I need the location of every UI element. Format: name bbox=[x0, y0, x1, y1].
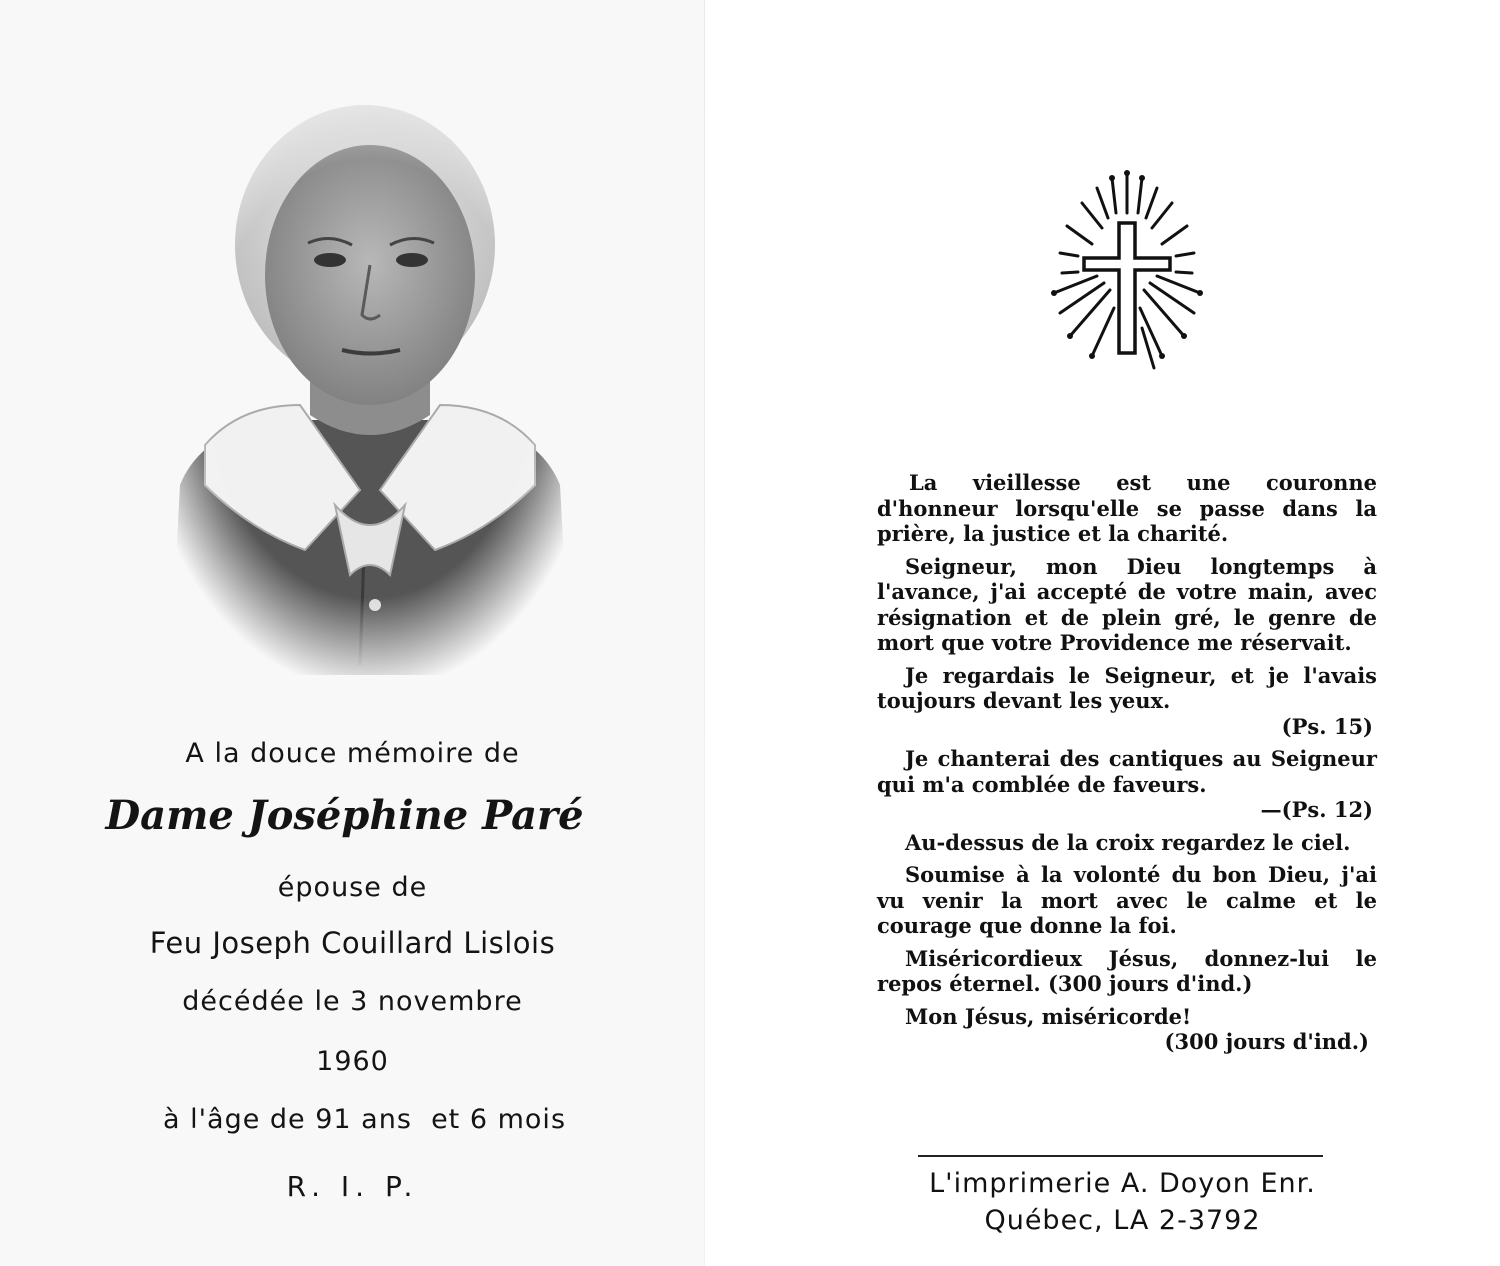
prayer-text-block bbox=[877, 470, 1377, 1055]
prayer-paragraph: La vieillesse est une couronne d'honneur lorsqu'elle se passe dans la prière, la justice et la charité. bbox=[877, 470, 1377, 546]
printer-name: L'imprimerie A. Doyon Enr. bbox=[929, 1168, 1316, 1199]
deceased-name: Dame Joséphine Paré bbox=[105, 792, 584, 839]
death-date: décédée le 3 novembre bbox=[182, 986, 523, 1017]
prayer-paragraph: Seigneur, mon Dieu longtemps à l'avance, j'ai accepté de votre main, avec résignation et de plein gré, le genre de mort que votre Providence me réservait. bbox=[877, 553, 1377, 655]
psalm-reference: (Ps. 15) bbox=[1281, 713, 1373, 739]
indulgence-note: (300 jours d'ind.) bbox=[1164, 1029, 1369, 1054]
prayer-paragraph: Mon Jésus, miséricorde! bbox=[905, 1003, 1192, 1029]
prayer-paragraph: Soumise à la volonté du bon Dieu, j'ai vu venir la mort avec le calme et le courage que donne la foi. bbox=[877, 862, 1377, 938]
memorial-left-panel bbox=[0, 0, 705, 1266]
death-year: 1960 bbox=[316, 1046, 389, 1077]
psalm-reference: —(Ps. 12) bbox=[1260, 797, 1373, 822]
prayer-paragraph: Je chanterai des cantiques au Seigneur qui m'a comblée de faveurs. bbox=[877, 746, 1377, 797]
printer-separator-line bbox=[918, 1155, 1323, 1157]
prayer-paragraph: Je regardais le Seigneur, et je l'avais toujours devant les yeux. bbox=[877, 662, 1377, 713]
prayer-paragraph: Miséricordieux Jésus, donnez-lui le repos éternel. (300 jours d'ind.) bbox=[877, 945, 1377, 996]
age-at-death: à l'âge de 91 ans et 6 mois bbox=[162, 1104, 567, 1135]
spouse-name: Feu Joseph Couillard Lislois bbox=[149, 926, 556, 960]
printer-address: Québec, LA 2-3792 bbox=[984, 1205, 1261, 1236]
spouse-label: épouse de bbox=[277, 872, 428, 903]
rip-text: R. I. P. bbox=[286, 1170, 419, 1203]
dedication-text: A la douce mémoire de bbox=[185, 738, 520, 769]
portrait-photo-icon bbox=[160, 105, 580, 675]
radiant-cross-icon bbox=[1042, 168, 1212, 378]
prayer-paragraph: Au-dessus de la croix regardez le ciel. bbox=[905, 829, 1351, 855]
